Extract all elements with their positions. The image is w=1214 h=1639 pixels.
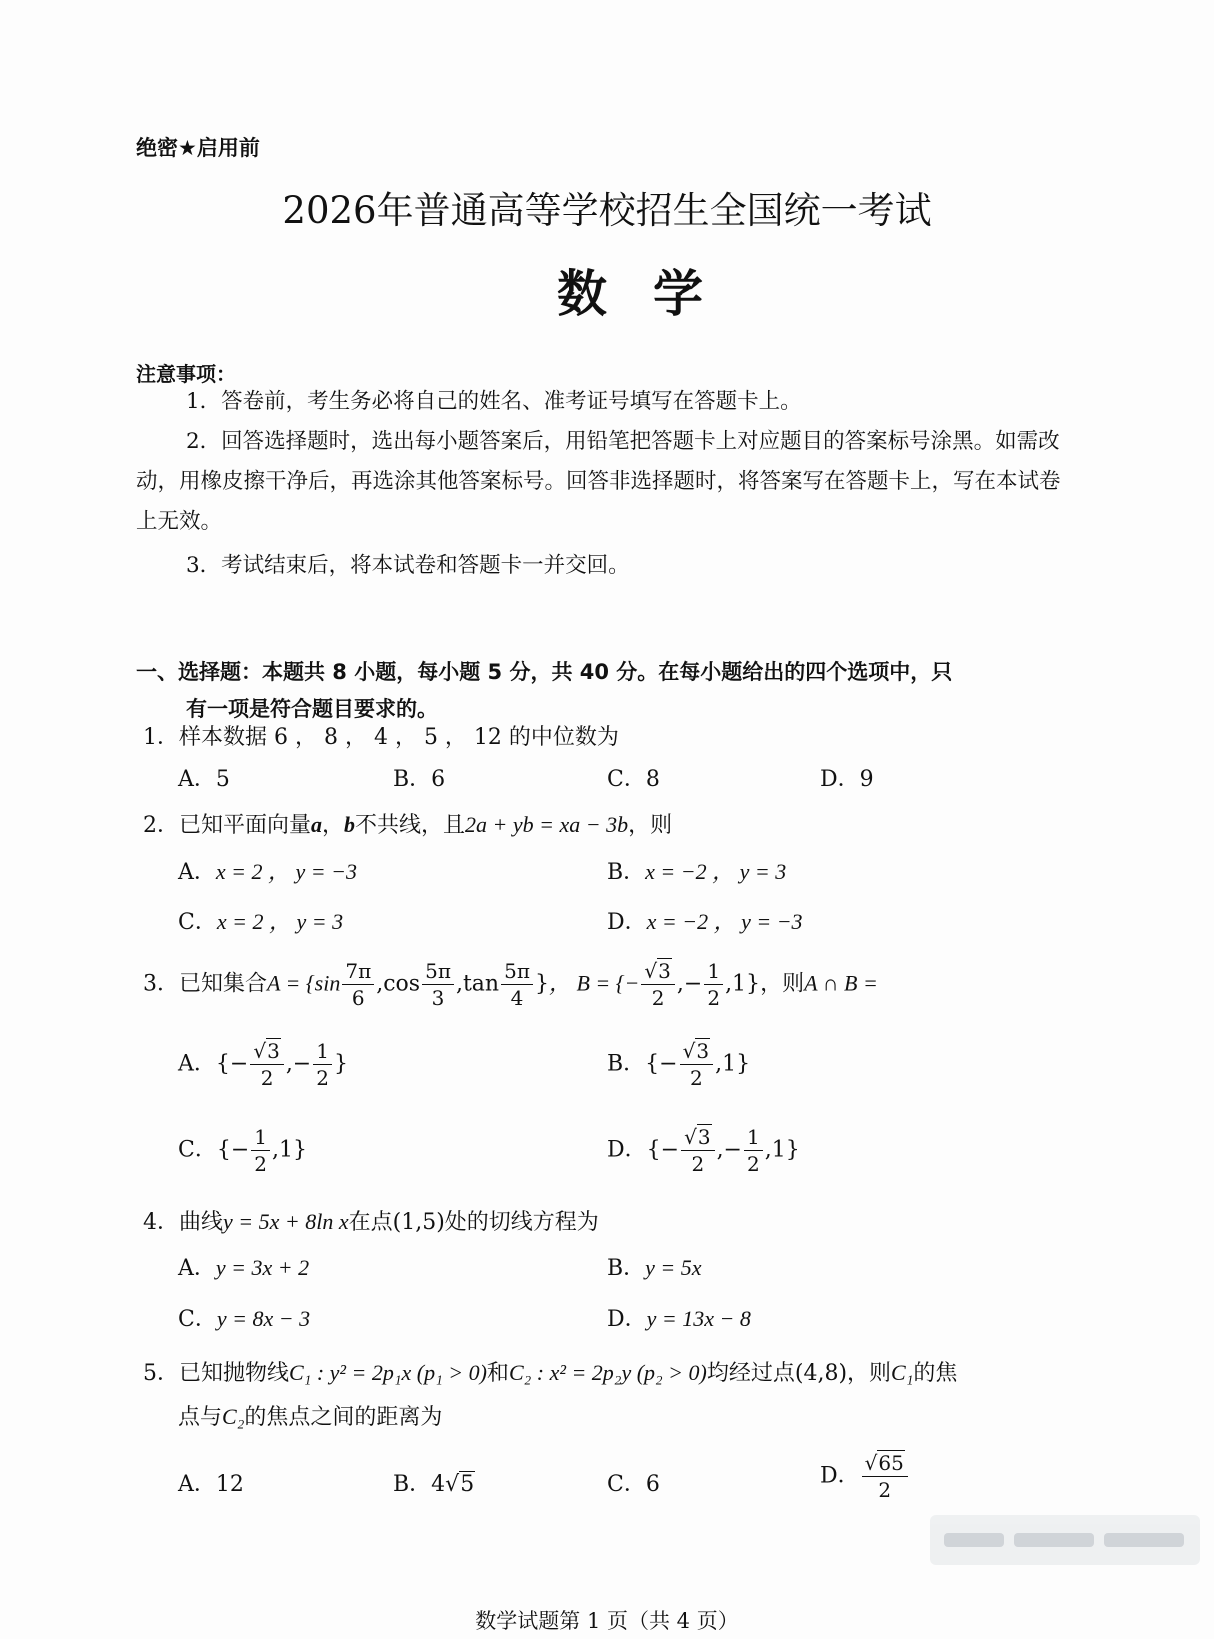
question-2-option-c (178, 905, 343, 936)
question-5-stem-line-2 (178, 1400, 442, 1431)
q2-sep: ， (322, 813, 345, 838)
fraction-numerator: 7π (342, 958, 374, 985)
radicand: 3 (696, 1039, 710, 1063)
q3-number-text: 3．已知集合 (143, 971, 267, 997)
q2-end: ，则 (628, 813, 673, 838)
intersection-expr: A ∩ B = (804, 970, 878, 996)
fraction-denominator: 2 (691, 1152, 705, 1176)
fraction-denominator: 2 (260, 1066, 274, 1090)
fraction (342, 958, 374, 1011)
question-5-option-c: C．6 (607, 1472, 660, 1497)
q5-then: ，则 (847, 1361, 892, 1386)
radicand: 3 (697, 1125, 711, 1149)
fraction (862, 1450, 908, 1503)
radicand: 3 (267, 1039, 280, 1063)
watermark-bar (1014, 1533, 1094, 1547)
question-3-option-d: D．{− $\frac{√3}{2}$ ,− $\frac{1}{2}$ ,1} (607, 1125, 800, 1176)
option-label: D． (607, 1307, 647, 1332)
question-4-option-b (607, 1251, 702, 1282)
q4-end: 处的切线方程为 (444, 1210, 599, 1235)
fraction-denominator: 4 (510, 986, 524, 1010)
question-3-stem (143, 958, 878, 1011)
question-5-option-d (820, 1450, 910, 1503)
fraction-numerator: 1 (704, 958, 723, 985)
q2-number-text: 2．已知平面向量 (143, 813, 311, 838)
q5-mid: 均经过点 (706, 1361, 795, 1386)
question-4-option-d (607, 1302, 751, 1333)
watermark-bar (944, 1533, 1004, 1547)
secret-label: 绝密★启用前 (136, 136, 260, 160)
fraction (422, 958, 454, 1011)
notice-item-1: 1．答卷前，考生务必将自己的姓名、准考证号填写在答题卡上。 (186, 389, 802, 414)
question-1-option-d: D．9 (820, 767, 874, 792)
question-5-stem-line-1 (143, 1356, 957, 1387)
option-label: B． (393, 1472, 432, 1497)
question-2-option-b (607, 855, 786, 886)
radicand: 3 (658, 959, 671, 983)
question-3-option-b: B．{− $\frac{√3}{2}$ ,1} (607, 1039, 751, 1090)
fraction-denominator: 2 (316, 1066, 329, 1090)
option-label: D． (607, 1137, 647, 1163)
fraction-numerator: 5π (501, 958, 533, 985)
fraction-denominator: 3 (431, 986, 445, 1010)
option-math: y = 13x − 8 (646, 1306, 751, 1331)
fraction (681, 1124, 714, 1177)
q4-point: (1,5) (392, 1210, 445, 1235)
option-label: B． (607, 1256, 646, 1281)
fraction-numerator: √3 (681, 1124, 714, 1151)
question-4-option-a (178, 1251, 309, 1282)
option-math: x = −2 ， y = −3 (646, 909, 803, 934)
cos-text: ,cos (376, 971, 421, 997)
set-a-close: } (534, 971, 549, 997)
q5-number-text: 5．已知抛物线 (143, 1361, 289, 1386)
parabola-c2: C₂ : x² = 2p₂y (p₂ > 0) (508, 1360, 707, 1385)
option-label: A． (178, 860, 216, 885)
option-label: A． (178, 1256, 216, 1281)
fraction-numerator: 1 (744, 1124, 763, 1151)
fraction (251, 1124, 270, 1177)
notice-item-3: 3．考试结束后，将本试卷和答题卡一并交回。 (186, 553, 630, 578)
question-2-option-d (607, 905, 803, 936)
q4-mid: 在点 (348, 1210, 393, 1235)
fraction-denominator: 6 (351, 986, 365, 1010)
q2-equation: 2a + yb = xa − 3b (465, 812, 629, 837)
fraction (744, 1124, 763, 1177)
fraction-numerator: 1 (251, 1124, 270, 1151)
radicand: 65 (878, 1451, 904, 1475)
exam-title: 2026年普通高等学校招生全国统一考试 (282, 189, 932, 232)
q5-line2-start: 点与 (178, 1405, 223, 1430)
fraction-numerator: 5π (422, 958, 454, 985)
question-3-option-c: C．{− $\frac{1}{2}$ ,1} (178, 1125, 308, 1176)
coefficient: 4 (431, 1472, 446, 1497)
fraction (250, 1038, 283, 1091)
option-label: C． (178, 1307, 217, 1332)
question-2-stem (143, 808, 672, 839)
tan-text: ,tan (455, 971, 500, 997)
fraction (680, 1038, 713, 1091)
q5-end: 的焦 (913, 1361, 958, 1386)
fraction-denominator: 2 (689, 1066, 703, 1090)
option-math: x = −2 ， y = 3 (645, 859, 787, 884)
q4-number-text: 4．曲线 (143, 1210, 223, 1235)
question-1-option-c: C．8 (607, 767, 660, 792)
set-a-open: A = {sin (267, 970, 341, 996)
option-math: y = 5x (645, 1255, 702, 1280)
fraction-numerator: √65 (862, 1450, 908, 1477)
curve-equation: y = 5x + 8ln x (223, 1209, 349, 1234)
q2-tail: 不共线，且 (355, 813, 466, 838)
fraction-denominator: 2 (878, 1478, 892, 1502)
question-4-stem (143, 1205, 599, 1236)
c1-ref: C₁ (891, 1360, 914, 1385)
subject-title: 数学 (557, 265, 749, 323)
fraction (641, 958, 674, 1011)
option-label: B． (607, 1051, 646, 1077)
watermark (930, 1515, 1200, 1565)
option-label: D． (607, 910, 647, 935)
option-label: B． (607, 860, 646, 885)
fraction-denominator: 2 (651, 986, 665, 1010)
question-5-option-a: A．12 (178, 1472, 244, 1497)
fraction-denominator: 2 (254, 1152, 268, 1176)
notice-item-2: 2．回答选择题时，选出每小题答案后，用铅笔把答题卡上对应题目的答案标号涂黑。如需改动，用橡皮擦干净后，再选涂其他答案标号。回答非选择题时，将答案写在答题卡上，写在本试卷上无效。 (136, 429, 1061, 534)
watermark-bar (1104, 1533, 1184, 1547)
option-label: D． (820, 1463, 860, 1489)
fraction (501, 958, 533, 1011)
fraction (313, 1038, 332, 1091)
page-footer: 数学试题第 1 页（共 4 页） (475, 1609, 739, 1633)
section-heading: 一、选择题：本题共 8 小题，每小题 5 分，共 40 分。在每小题给出的四个选项中，只 (136, 660, 953, 684)
parabola-c1: C₁ : y² = 2p₁x (p₁ > 0) (289, 1360, 487, 1385)
question-1-option-a: A．5 (178, 767, 230, 792)
section-heading-continued: 有一项是符合题目要求的。 (186, 697, 438, 721)
question-5-option-b: B．4√5 (393, 1472, 475, 1497)
radicand: 5 (460, 1472, 475, 1497)
question-2-option-a (178, 855, 357, 886)
question-4-option-c (178, 1302, 310, 1333)
q5-and: 和 (486, 1361, 509, 1386)
option-math: y = 3x + 2 (215, 1255, 310, 1280)
question-3-option-a: A．{− $\frac{√3}{2}$ ,− $\frac{1}{2}$ } (178, 1039, 348, 1090)
q5-line2-end: 的焦点之间的距离为 (244, 1405, 443, 1430)
option-math: x = 2 ， y = 3 (216, 909, 344, 934)
option-math: x = 2 ， y = −3 (215, 859, 357, 884)
set-b-open: ， B = {− (548, 970, 640, 996)
fraction-numerator: √3 (680, 1038, 713, 1065)
question-1-stem: 1．样本数据 6 ， 8 ， 4 ， 5 ， 12 的中位数为 (143, 725, 619, 750)
q3-then: ，则 (760, 971, 805, 997)
option-label: C． (178, 910, 217, 935)
vector-a: a (311, 812, 322, 837)
option-math: y = 8x − 3 (216, 1306, 311, 1331)
fraction-denominator: 2 (707, 986, 721, 1010)
fraction-numerator: 1 (313, 1038, 332, 1065)
fraction-numerator: √3 (250, 1038, 283, 1065)
c2-ref: C₂ (222, 1404, 245, 1429)
option-label: A． (178, 1051, 216, 1077)
notice-title: 注意事项： (136, 362, 236, 386)
fraction-denominator: 2 (747, 1152, 760, 1176)
q5-point: (4,8) (794, 1361, 848, 1386)
vector-b: b (344, 812, 356, 837)
option-label: C． (178, 1137, 217, 1163)
set-b-close: ,1} (725, 971, 761, 997)
fraction (704, 958, 723, 1011)
separator: ,− (676, 971, 703, 997)
question-1-option-b: B．6 (393, 767, 446, 792)
fraction-numerator: √3 (641, 958, 674, 985)
